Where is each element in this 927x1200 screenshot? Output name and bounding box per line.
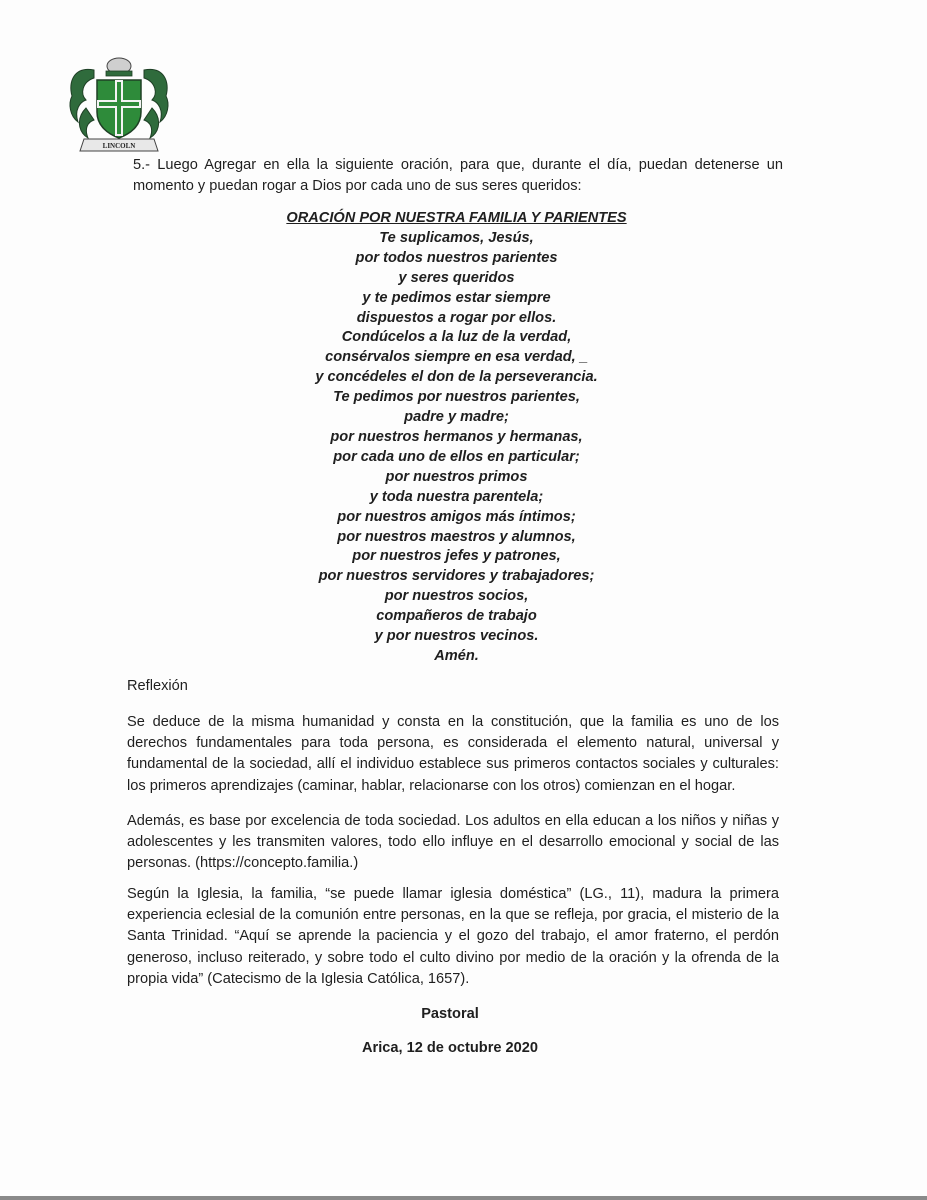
prayer-line: por nuestros servidores y trabajadores; xyxy=(318,568,595,585)
svg-text:LINCOLN: LINCOLN xyxy=(102,142,136,150)
reflection-paragraph: Según la Iglesia, la familia, “se puede llamar iglesia doméstica” (LG., 11), madura la primera experiencia eclesial de la comunión entre personas, en la que se refleja, por gracia, el misterio de la Santa Trinidad. “Aquí se aprende la paciencia y el gozo del trabajo, el amor fraterno, el perdón generoso, incluso reiterado, y sobre todo el culto divino por medio de la oración y la ofrenda de la propia vida” (Catecismo de la Iglesia Católica, 1657). xyxy=(127,886,779,987)
prayer-line: Te suplicamos, Jesús, xyxy=(379,229,534,246)
prayer-line: por nuestros maestros y alumnos, xyxy=(337,528,576,545)
reflection-paragraph: Además, es base por excelencia de toda sociedad. Los adultos en ella educan a los niños y niñas y adolescentes y les transmiten valores, todo ello influye en el desarrollo emocional y social de las personas. (https://concepto.familia.) xyxy=(127,813,779,872)
prayer-line: por nuestros primos xyxy=(385,468,528,485)
prayer-title: ORACIÓN POR NUESTRA FAMILIA Y PARIENTES xyxy=(286,210,627,226)
prayer-line: Condúcelos a la luz de la verdad, xyxy=(341,329,572,346)
prayer-line: y toda nuestra parentela; xyxy=(369,488,544,505)
prayer-line: por nuestros amigos más íntimos; xyxy=(337,508,576,525)
prayer-line: Amén. xyxy=(434,647,479,664)
reflection-heading: Reflexión xyxy=(127,678,188,694)
prayer-line: por nuestros socios, xyxy=(384,588,529,605)
prayer-line: por cada uno de ellos en particular; xyxy=(333,448,580,465)
reflection-paragraph: Se deduce de la misma humanidad y consta en la constitución, que la familia es uno de los derechos fundamentales para toda persona, es considerada el elemento natural, universal y fundamental de la sociedad, allí el individuo establece sus primeros contactos sociales y culturales: los primeros aprendizajes (caminar, hablar, relacionarse con los otros) comienzan en el hogar. xyxy=(127,714,779,794)
scan-bottom-edge xyxy=(0,1196,927,1200)
prayer-line: por nuestros jefes y patrones, xyxy=(352,548,561,565)
prayer-line: y por nuestros vecinos. xyxy=(374,628,539,645)
prayer-line: dispuestos a rogar por ellos. xyxy=(356,309,557,326)
helmet xyxy=(106,58,132,76)
prayer-line: por todos nuestros parientes xyxy=(355,249,558,266)
prayer-line: y seres queridos xyxy=(398,269,515,286)
prayer-line: y concédeles el don de la perseverancia. xyxy=(315,369,598,386)
prayer-block xyxy=(0,209,927,667)
prayer-line: por nuestros hermanos y hermanas, xyxy=(330,428,583,445)
prayer-line: padre y madre; xyxy=(404,409,509,426)
signature-place-date: Arica, 12 de octubre 2020 xyxy=(361,1040,539,1056)
shield xyxy=(97,80,141,138)
signature-name: Pastoral xyxy=(421,1006,479,1022)
prayer-line: compañeros de trabajo xyxy=(376,608,537,625)
coat-of-arms-logo xyxy=(64,52,174,152)
intro-instruction: 5.- Luego Agregar en ella la siguiente oración, para que, durante el día, puedan detenerse un momento y puedan rogar a Dios por cada uno de sus seres queridos: xyxy=(133,157,783,194)
prayer-line: Te pedimos por nuestros parientes, xyxy=(333,389,580,406)
prayer-line: consérvalos siempre en esa verdad, _ xyxy=(325,349,588,366)
prayer-line: y te pedimos estar siempre xyxy=(362,289,551,306)
name-banner xyxy=(80,139,158,151)
